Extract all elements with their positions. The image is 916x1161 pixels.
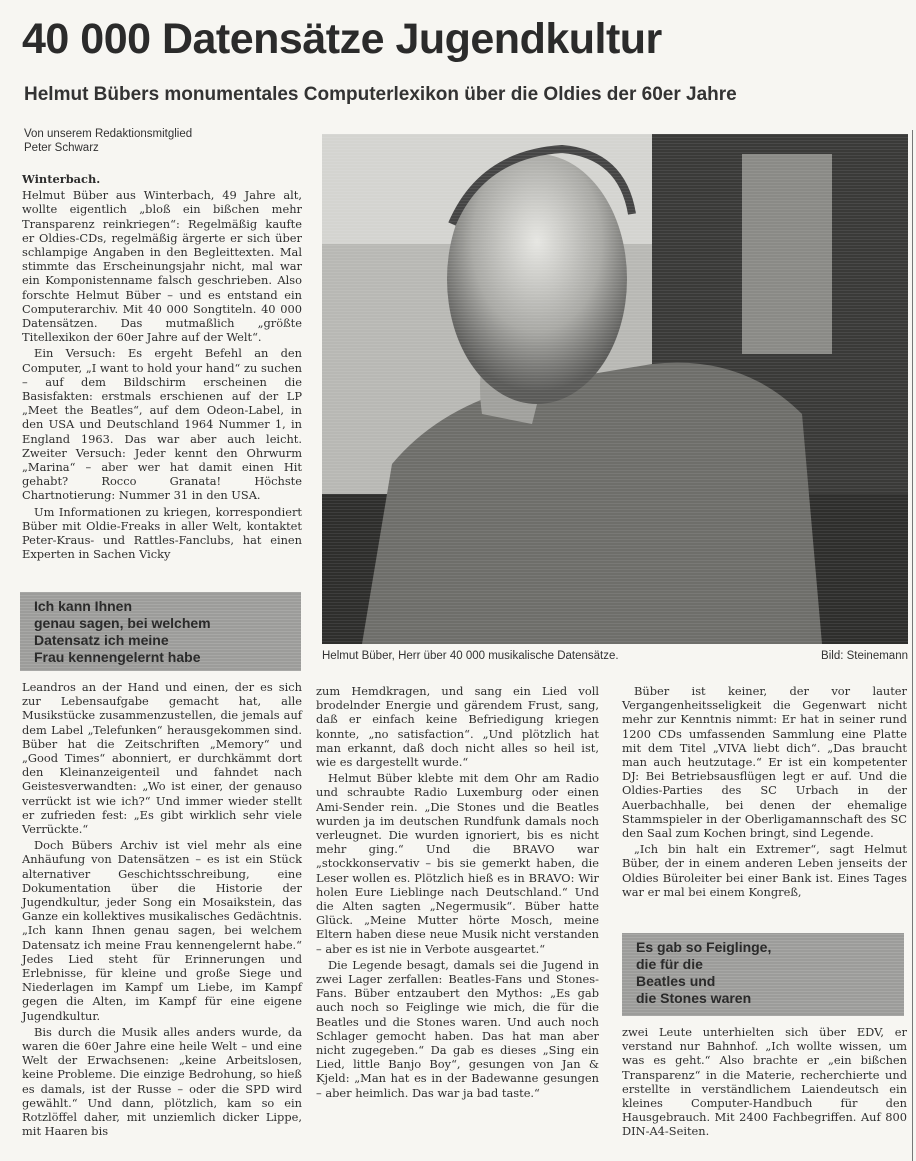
pull-quote-line: Es gab so Feiglinge, — [636, 939, 772, 955]
paragraph: zum Hemdkragen, und sang ein Lied voll brodelnder Energie und gärendem Frust, sang, daß er einfach keine Befriedigung kriegen konnte, „no satisfaction“. „Und plötzlich hat man erkannt, daß doch nicht alles so heil ist, wie es dargestellt wurde.“ — [316, 684, 599, 770]
byline-author: Peter Schwarz — [24, 142, 99, 154]
paragraph: Um Informationen zu kriegen, korrespondiert Büber mit Oldie-Freaks in aller Welt, kontaktet Peter-Kraus- und Rattles-Fanclubs, hat einen Experten in Sachen Vicky — [22, 504, 302, 562]
paragraph: Bis durch die Musik alles anders wurde, da waren die 60er Jahre eine heile Welt – und eine Welt der Erwachsenen: „keine Arbeitslosen, keine Probleme. Die einzige Bedrohung, so hieß es damals, ist der Russe – oder die SPD wird gewählt.“ Und dann, plötzlich, kam so ein Rotzlöffel daher, mit unziemlich dicker Lippe, mit Haaren bis — [22, 1024, 302, 1139]
portrait-photo — [322, 134, 908, 644]
paragraph: zwei Leute unterhielten sich über EDV, er verstand nur Bahnhof. „Ich wollte wissen, um was es geht.“ Also brachte er „ein bißchen Transparenz“ in die Materie, recherchierte und erstellte in verständlichem Laiendeutsch ein kleines Computer-Handbuch für den Hausgebrauch. Mit 2400 Fachbegriffen. Auf 800 DIN-A4-Seiten. — [622, 1025, 907, 1139]
column-3-top — [622, 684, 907, 899]
pull-quote-line: genau sagen, bei welchem — [34, 615, 211, 631]
paragraph: Büber ist keiner, der vor lauter Vergangenheitsseligkeit die Gegenwart nicht mehr zur Kenntnis nimmt: Er hat in seiner rund 1200 CDs umfassenden Sammlung eine Platte mit dem Titel „VIVA liebt dich“. „Das braucht man auch heutzutage.“ Er ist ein kompetenter DJ: Bei Betriebsausflügen legt er auf. Und die Oldies-Parties des SC Urbach in der Auerbachhalle, bei denen der ehemalige Stammspieler in der Oberligamannschaft des SC den Saal zum Kochen bringt, sind Legende. — [622, 684, 907, 841]
photo-caption: Helmut Büber, Herr über 40 000 musikalische Datensätze. — [322, 650, 619, 662]
subheadline: Helmut Bübers monumentales Computerlexikon über die Oldies der 60er Jahre — [24, 84, 737, 105]
byline-role: Von unserem Redaktionsmitglied — [24, 128, 193, 140]
pull-quote-line: Ich kann Ihnen — [34, 598, 133, 614]
paragraph: Ein Versuch: Es ergeht Befehl an den Computer, „I want to hold your hand“ zu suchen – auf dem Bildschirm erscheinen die Basisfakten: erstmals erschienen auf der LP „Meet the Beatles“, auf dem Odeon-Label, in den USA und Deutschland 1964 Nummer 1, in England 1963. Das war aber auch leicht. Zweiter Versuch: Jeder kennt den Ohrwurm „Marina“ – aber wer hat damit einen Hit gehabt? Rocco Granata! Höchste Chartnotierung: Nummer 31 in den USA. — [22, 346, 302, 503]
column-1-bottom — [22, 680, 302, 1139]
pull-quote-line: Beatles und — [636, 973, 716, 989]
paragraph: „Ich bin halt ein Extremer“, sagt Helmut Büber, der in einem anderen Leben jenseits der Oldies Büroleiter bei einer Bank ist. Eines Tages war er mal bei einem Kongreß, — [622, 842, 907, 899]
column-2 — [316, 684, 599, 1100]
pull-quote-line: die für die — [636, 956, 703, 972]
paragraph: Die Legende besagt, damals sei die Jugend in zwei Lager zerfallen: Beatles-Fans und Stones-Fans. Büber entzaubert den Mythos: „Es gab auch noch so Feiglinge wie mich, die für die Beatles und die Stones waren. Und auch noch Schlager gemocht haben. Das hat man aber nicht zugegeben.“ Da gab es dieses „Sing ein Lied, little Banjo Boy“, gesungen von Jan & Kjeld: „Man hat es in der Badewanne gesungen – aber heimlich. Das war ja bad taste.“ — [316, 957, 599, 1100]
dateline: Winterbach. — [22, 172, 101, 186]
pull-quote-line: Datensatz ich meine — [34, 632, 169, 648]
paragraph: Helmut Büber aus Winterbach, 49 Jahre alt, wollte eigentlich „bloß ein bißchen mehr Transparenz reinkriegen“: Regelmäßig kaufte er Oldies-CDs, regelmäßig ärgerte er sich über schlampige Angaben in den Begleittexten. Mal stimmte das Erscheinungsjahr nicht, mal war ein Komponistenname falsch geschrieben. Also forschte Helmut Büber – und es entstand ein Computerarchiv. Mit 40 000 Songtiteln. 40 000 Datensätzen. Das mutmaßlich „größte Titellexikon der 60er Jahre auf der Welt“. — [22, 188, 302, 345]
photo-caption-row — [322, 650, 908, 662]
column-1-top — [22, 172, 302, 561]
paragraph: Helmut Büber klebte mit dem Ohr am Radio und schraubte Radio Luxemburg oder einen Ami-Sender rein. „Die Stones und die Beatles wurden ja im deutschen Rundfunk damals noch verleugnet. Die wurden ignoriert, bis es nicht mehr ging.“ Und die BRAVO war „stockkonservativ – bis sie gemerkt haben, die Leser wollen es. Plötzlich hieß es in BRAVO: Wir holen Eure Lieblinge nach Deutschland.“ Und die Alten sagten „Negermusik“. Büber hatte Glück. „Meine Mutter hörte Mosch, meine Eltern haben diese neue Musik nicht verstanden – aber es ist nie in Verbote ausgeartet.“ — [316, 771, 599, 956]
pull-quote-line: Frau kennengelernt habe — [34, 649, 201, 665]
photo-credit: Bild: Steinemann — [821, 650, 908, 662]
column-rule — [912, 130, 913, 1161]
pull-quote-line: die Stones waren — [636, 990, 752, 1006]
paragraph: Doch Bübers Archiv ist viel mehr als eine Anhäufung von Datensätzen – es ist ein Stück alternativer Geschichtsschreibung, eine Dokumentation über die Historie der Jugendkultur, jeder Song ein Mosaikstein, das Ganze ein kollektives musikalisches Gedächtnis. „Ich kann Ihnen genau sagen, bei welchem Datensatz ich meine Frau kennengelernt habe.“ Jedes Lied steht für Erinnerungen und Erlebnisse, für kleine und große Siege und Niederlagen im Kampf um Liebe, im Kampf gegen die Alten, im Kampf für eine eigene Jugendkultur. — [22, 838, 302, 1023]
paragraph: Leandros an der Hand und einen, der es sich zur Lebensaufgabe gemacht hat, alle Musikstücke zusammenzustellen, die jemals auf dem Label „Telefunken“ herausgekommen sind. Büber hat die Zeitschriften „Memory“ und „Good Times“ abonniert, er durchkämmt dort den Kleinanzeigenteil und fahndet nach Geistesverwandten: „Wo ist einer, der genauso verrückt ist wie ich?“ Und immer wieder stellt er zufrieden fest: „Es gibt wirklich sehr viele Verrückte.“ — [22, 680, 302, 837]
column-3-bottom — [622, 1025, 907, 1139]
portrait-image — [322, 134, 908, 644]
pull-quote-wife — [20, 592, 301, 671]
pull-quote-cowards — [622, 933, 904, 1016]
byline — [24, 127, 192, 155]
headline: 40 000 Datensätze Jugendkultur — [22, 15, 662, 63]
